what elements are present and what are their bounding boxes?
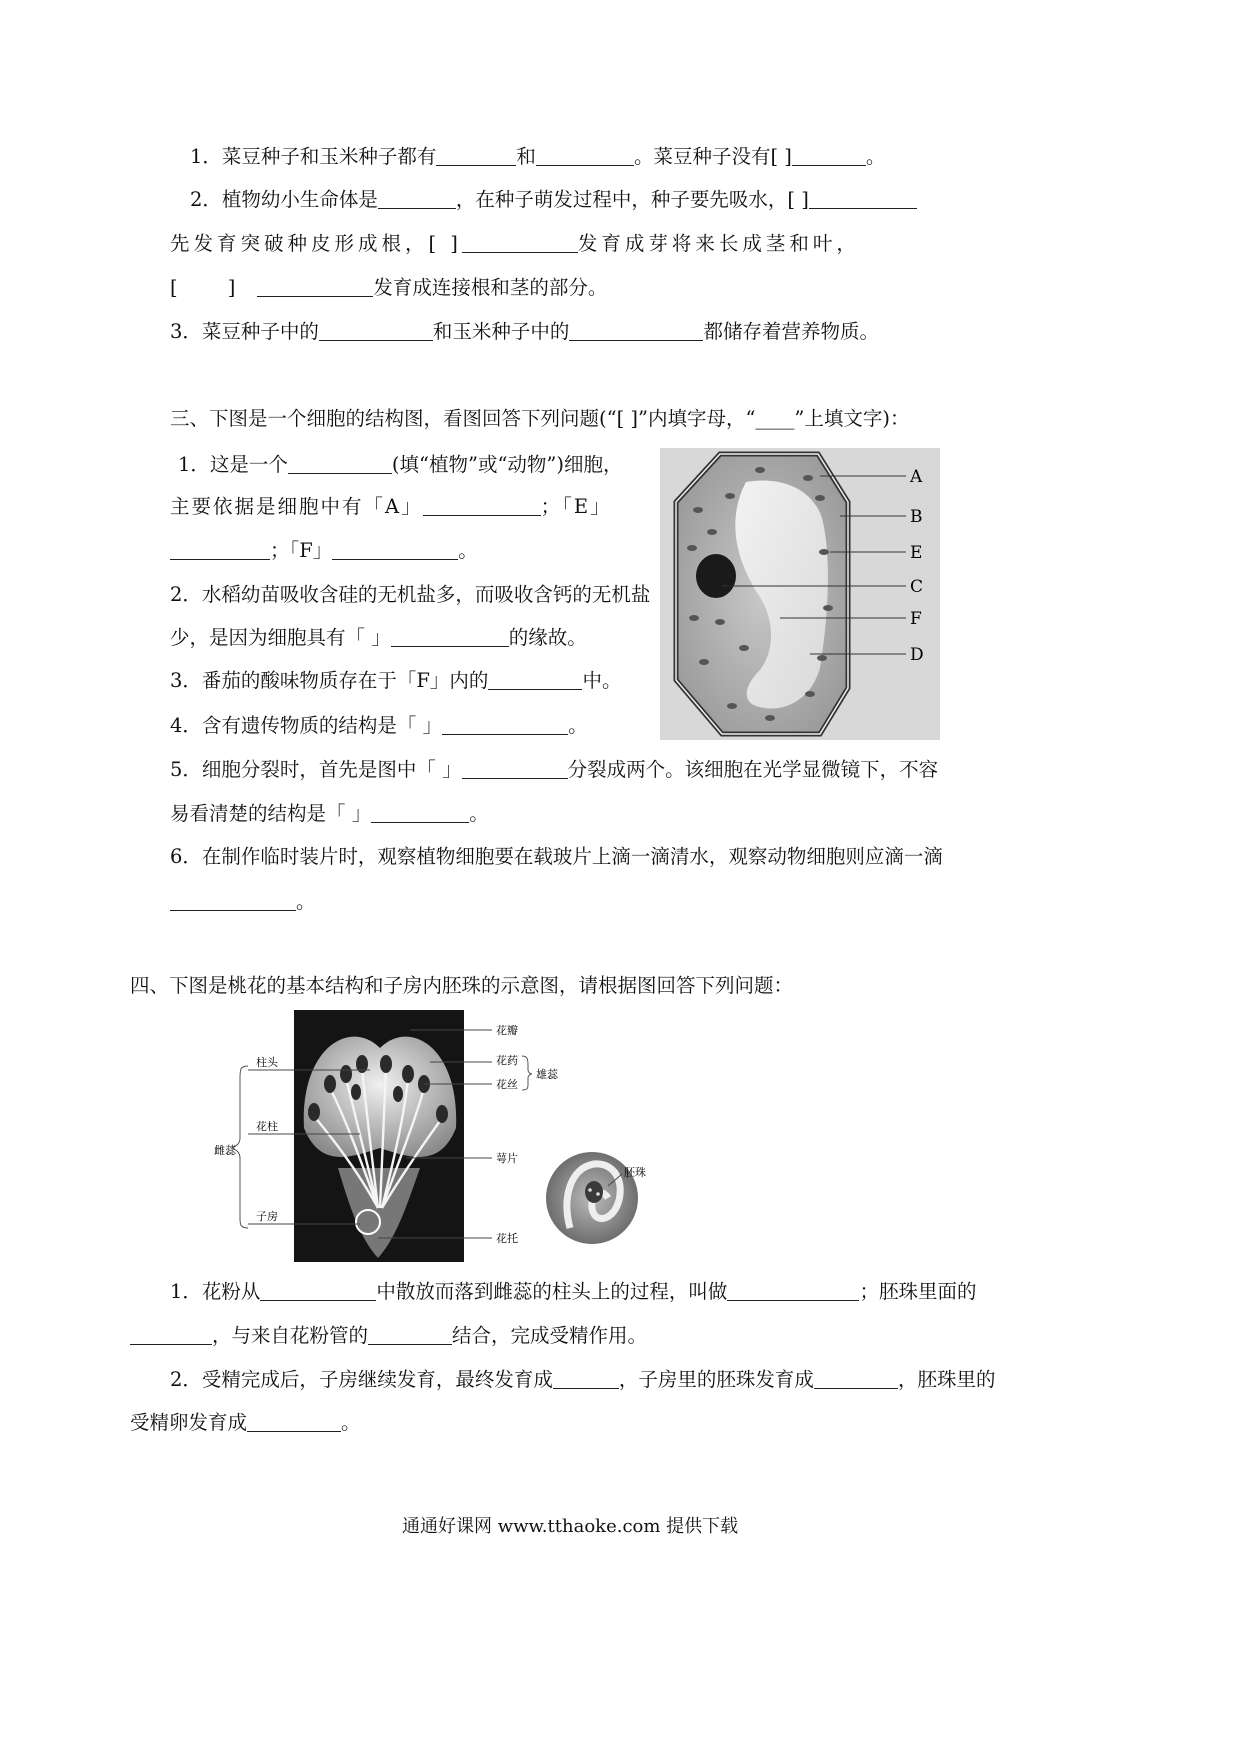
answer-blank[interactable] <box>288 454 392 474</box>
label-pistil: 雌蕊 <box>214 1144 236 1157</box>
answer-blank[interactable] <box>462 233 578 253</box>
answer-blank[interactable] <box>442 715 568 735</box>
answer-blank[interactable] <box>436 146 516 166</box>
sec3-q3: 3．番茄的酸味物质存在于「F」内的 中。 <box>170 669 622 692</box>
label-ovary: 子房 <box>256 1210 278 1223</box>
nucleus <box>696 554 736 598</box>
sec4-q2-line2: 受精卵发育成 。 <box>130 1411 361 1434</box>
answer-blank[interactable] <box>792 146 866 166</box>
label-style: 花柱 <box>256 1120 278 1133</box>
sec3-q2-line1: 2．水稻幼苗吸收含硅的无机盐多，而吸收含钙的无机盐 <box>170 583 651 606</box>
sec3-q1-line3: ；「F」 。 <box>170 537 478 565</box>
cell-label-c: C <box>910 577 924 597</box>
sec2-q2-line3: [ ] 发育成连接根和茎的部分。 <box>170 276 608 299</box>
answer-blank[interactable] <box>332 540 458 560</box>
answer-blank[interactable] <box>319 321 433 341</box>
answer-blank[interactable] <box>257 277 373 297</box>
sec3-q2-line2: 少，是因为细胞具有「 」 的缘故。 <box>170 626 587 649</box>
answer-blank[interactable] <box>247 1412 341 1432</box>
embryo-sac <box>585 1181 603 1203</box>
sec3-q1-line1: 1．这是一个 (填“植物”或“动物”)细胞， <box>178 453 623 476</box>
label-ovule: 胚珠 <box>624 1166 646 1179</box>
cell-label-b: B <box>910 507 923 527</box>
sec3-q6-line2: 。 <box>170 888 316 916</box>
cell-label-f: F <box>910 609 922 629</box>
page-footer: 通通好课网 www.tthaoke.com 提供下载 <box>402 1516 739 1537</box>
answer-blank[interactable] <box>569 321 703 341</box>
sec2-q2-line1: 2．植物幼小生命体是 ，在种子萌发过程中，种子要先吸水，[ ] <box>190 186 917 214</box>
answer-blank[interactable] <box>130 1325 212 1345</box>
sec2-q3: 3．菜豆种子中的 和玉米种子中的 都储存着营养物质。 <box>170 320 879 343</box>
sec3-q6-line1: 6．在制作临时装片时，观察植物细胞要在载玻片上滴一滴清水，观察动物细胞则应滴一滴 <box>170 845 943 868</box>
answer-blank[interactable] <box>260 1281 376 1301</box>
petal <box>304 1037 456 1157</box>
label-stigma: 柱头 <box>256 1056 278 1069</box>
sec4-q1-line2: ，与来自花粉管的 结合，完成受精作用。 <box>130 1322 647 1350</box>
answer-blank[interactable] <box>371 803 469 823</box>
answer-blank[interactable] <box>809 189 917 209</box>
label-sepal: 萼片 <box>496 1152 518 1165</box>
answer-blank[interactable] <box>536 146 634 166</box>
answer-blank[interactable] <box>462 759 568 779</box>
label-receptacle: 花托 <box>496 1232 518 1245</box>
sec4-q1-line1: 1．花粉从 中散放而落到雌蕊的柱头上的过程，叫做 ；胚珠里面的 <box>170 1280 977 1303</box>
answer-blank[interactable] <box>423 496 541 516</box>
sec3-title: 三、下图是一个细胞的结构图，看图回答下列问题(“[ ]”内填字母，“____”上填文字)： <box>170 407 910 430</box>
label-stamen: 雄蕊 <box>536 1068 558 1081</box>
answer-blank[interactable] <box>488 670 582 690</box>
answer-blank[interactable] <box>378 189 456 209</box>
answer-blank[interactable] <box>170 540 270 560</box>
answer-blank[interactable] <box>391 627 509 647</box>
label-filament: 花丝 <box>496 1078 518 1091</box>
polar-dot <box>596 1192 600 1196</box>
egg-dot <box>588 1188 592 1192</box>
stamen-brace <box>522 1056 532 1090</box>
sec3-q4: 4．含有遗传物质的结构是「 」 。 <box>170 714 588 737</box>
sec2-q1: 1．菜豆种子和玉米种子都有 和 。菜豆种子没有[ ] 。 <box>190 145 886 168</box>
answer-blank[interactable] <box>814 1369 898 1389</box>
label-petal: 花瓣 <box>496 1024 518 1037</box>
peach-flower-diagram <box>210 1008 680 1266</box>
answer-blank[interactable] <box>727 1281 859 1301</box>
label-anther: 花药 <box>496 1054 518 1067</box>
sec3-q5-line1: 5．细胞分裂时，首先是图中「 」 分裂成两个。该细胞在光学显微镜下，不容 <box>170 758 939 781</box>
cell-label-a: A <box>910 467 923 487</box>
sec3-q1-line2: 主要依据是细胞中有「A」 ；「E」 <box>170 495 612 518</box>
plant-cell-diagram <box>660 448 940 740</box>
answer-blank[interactable] <box>553 1369 619 1389</box>
answer-blank[interactable] <box>170 891 296 911</box>
sec3-q5-line2: 易看清楚的结构是「 」 。 <box>170 802 489 825</box>
sec2-q2-line2: 先发育突破种皮形成根，[ ] 发育成芽将来长成茎和叶， <box>170 232 860 255</box>
cell-label-d: D <box>910 645 924 665</box>
cell-label-e: E <box>910 543 923 563</box>
sec4-q2-line1: 2．受精完成后，子房继续发育，最终发育成 ，子房里的胚珠发育成 ，胚珠里的 <box>170 1368 996 1391</box>
sec4-title: 四、下图是桃花的基本结构和子房内胚珠的示意图，请根据图回答下列问题： <box>130 974 794 997</box>
answer-blank[interactable] <box>368 1325 452 1345</box>
